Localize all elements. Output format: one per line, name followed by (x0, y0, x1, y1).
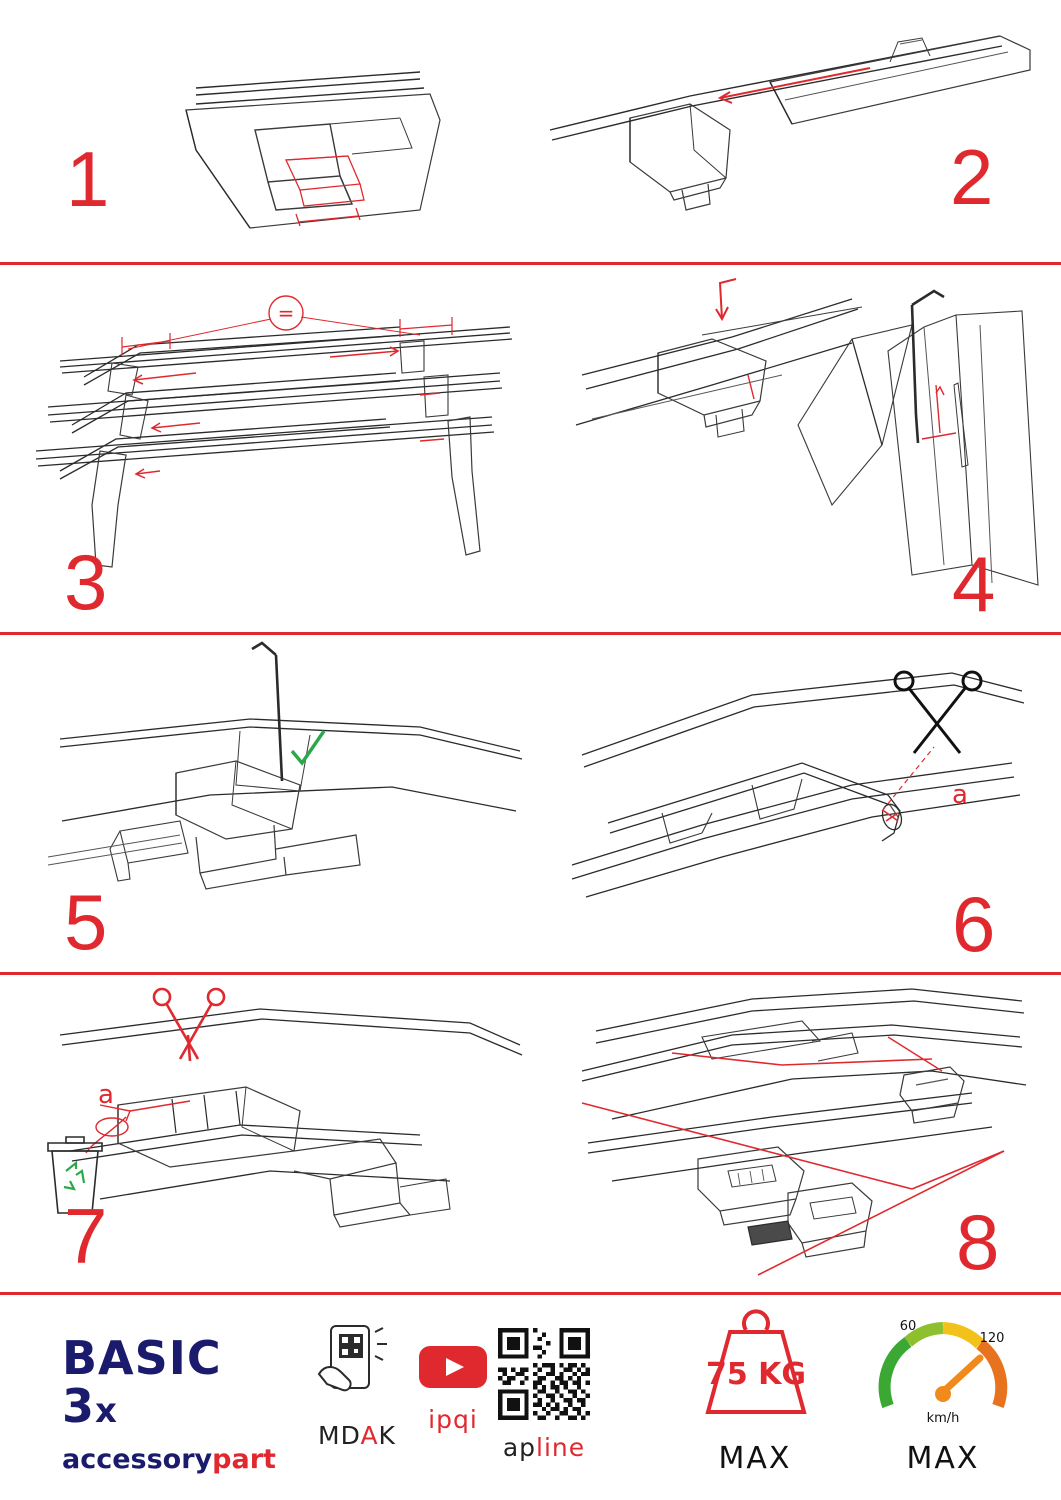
brand-block (62, 1331, 292, 1475)
step-number-8: 8 (956, 1198, 1000, 1286)
apline-caption-pre: ap (502, 1433, 537, 1462)
step-panel-3 (0, 265, 552, 632)
step-number-1: 1 (66, 135, 110, 223)
step-panel-1 (0, 0, 530, 262)
mdak-caption-post: K (378, 1421, 396, 1450)
step-panel-8 (552, 975, 1061, 1292)
step-panel-2 (530, 0, 1061, 262)
step-number-7: 7 (64, 1192, 108, 1280)
step-number-6: 6 (952, 880, 996, 968)
max-load-block (660, 1308, 850, 1476)
max-speed-caption: MAX (906, 1441, 980, 1476)
step-number-4: 4 (952, 540, 996, 628)
max-load-caption: MAX (718, 1441, 792, 1476)
apline-caption (478, 1433, 610, 1462)
part-label-a-7: a (98, 1080, 114, 1110)
phone-scan-icon (309, 1322, 405, 1408)
step-panel-5 (0, 635, 552, 972)
speed-unit: km/h (926, 1411, 960, 1426)
product-name (62, 1331, 292, 1435)
step-panel-6 (552, 635, 1061, 972)
product-name-suffix: x (95, 1391, 118, 1431)
qr-code-block (478, 1328, 610, 1462)
mdak-caption-pre: MD (318, 1421, 361, 1450)
max-speed-block (858, 1306, 1028, 1476)
company-name-first: accessory (62, 1444, 213, 1475)
step-number-3: 3 (64, 538, 108, 626)
step-panel-7 (0, 975, 552, 1292)
step-2-illustration (530, 0, 1061, 262)
speed-tick-high: 120 (979, 1331, 1005, 1346)
speed-tick-low: 60 (899, 1319, 917, 1334)
part-label-a-6: a (952, 780, 968, 810)
step-panel-4 (552, 265, 1061, 632)
svg-text:=: = (277, 301, 295, 325)
footer-bar (0, 1292, 1061, 1500)
company-name (62, 1445, 292, 1475)
weight-value: 75 KG (705, 1357, 807, 1392)
product-name-text: BASIC 3 (62, 1331, 222, 1433)
company-name-second: part (212, 1444, 276, 1475)
mdak-caption-a: A (360, 1421, 379, 1450)
speedometer-icon (868, 1306, 1018, 1432)
step-number-5: 5 (64, 878, 108, 966)
ipqi-caption: ipqi (428, 1405, 478, 1434)
qr-code-icon (498, 1328, 590, 1420)
weight-icon (680, 1308, 830, 1432)
step-number-2: 2 (950, 133, 994, 221)
apline-caption-post: line (536, 1433, 586, 1462)
